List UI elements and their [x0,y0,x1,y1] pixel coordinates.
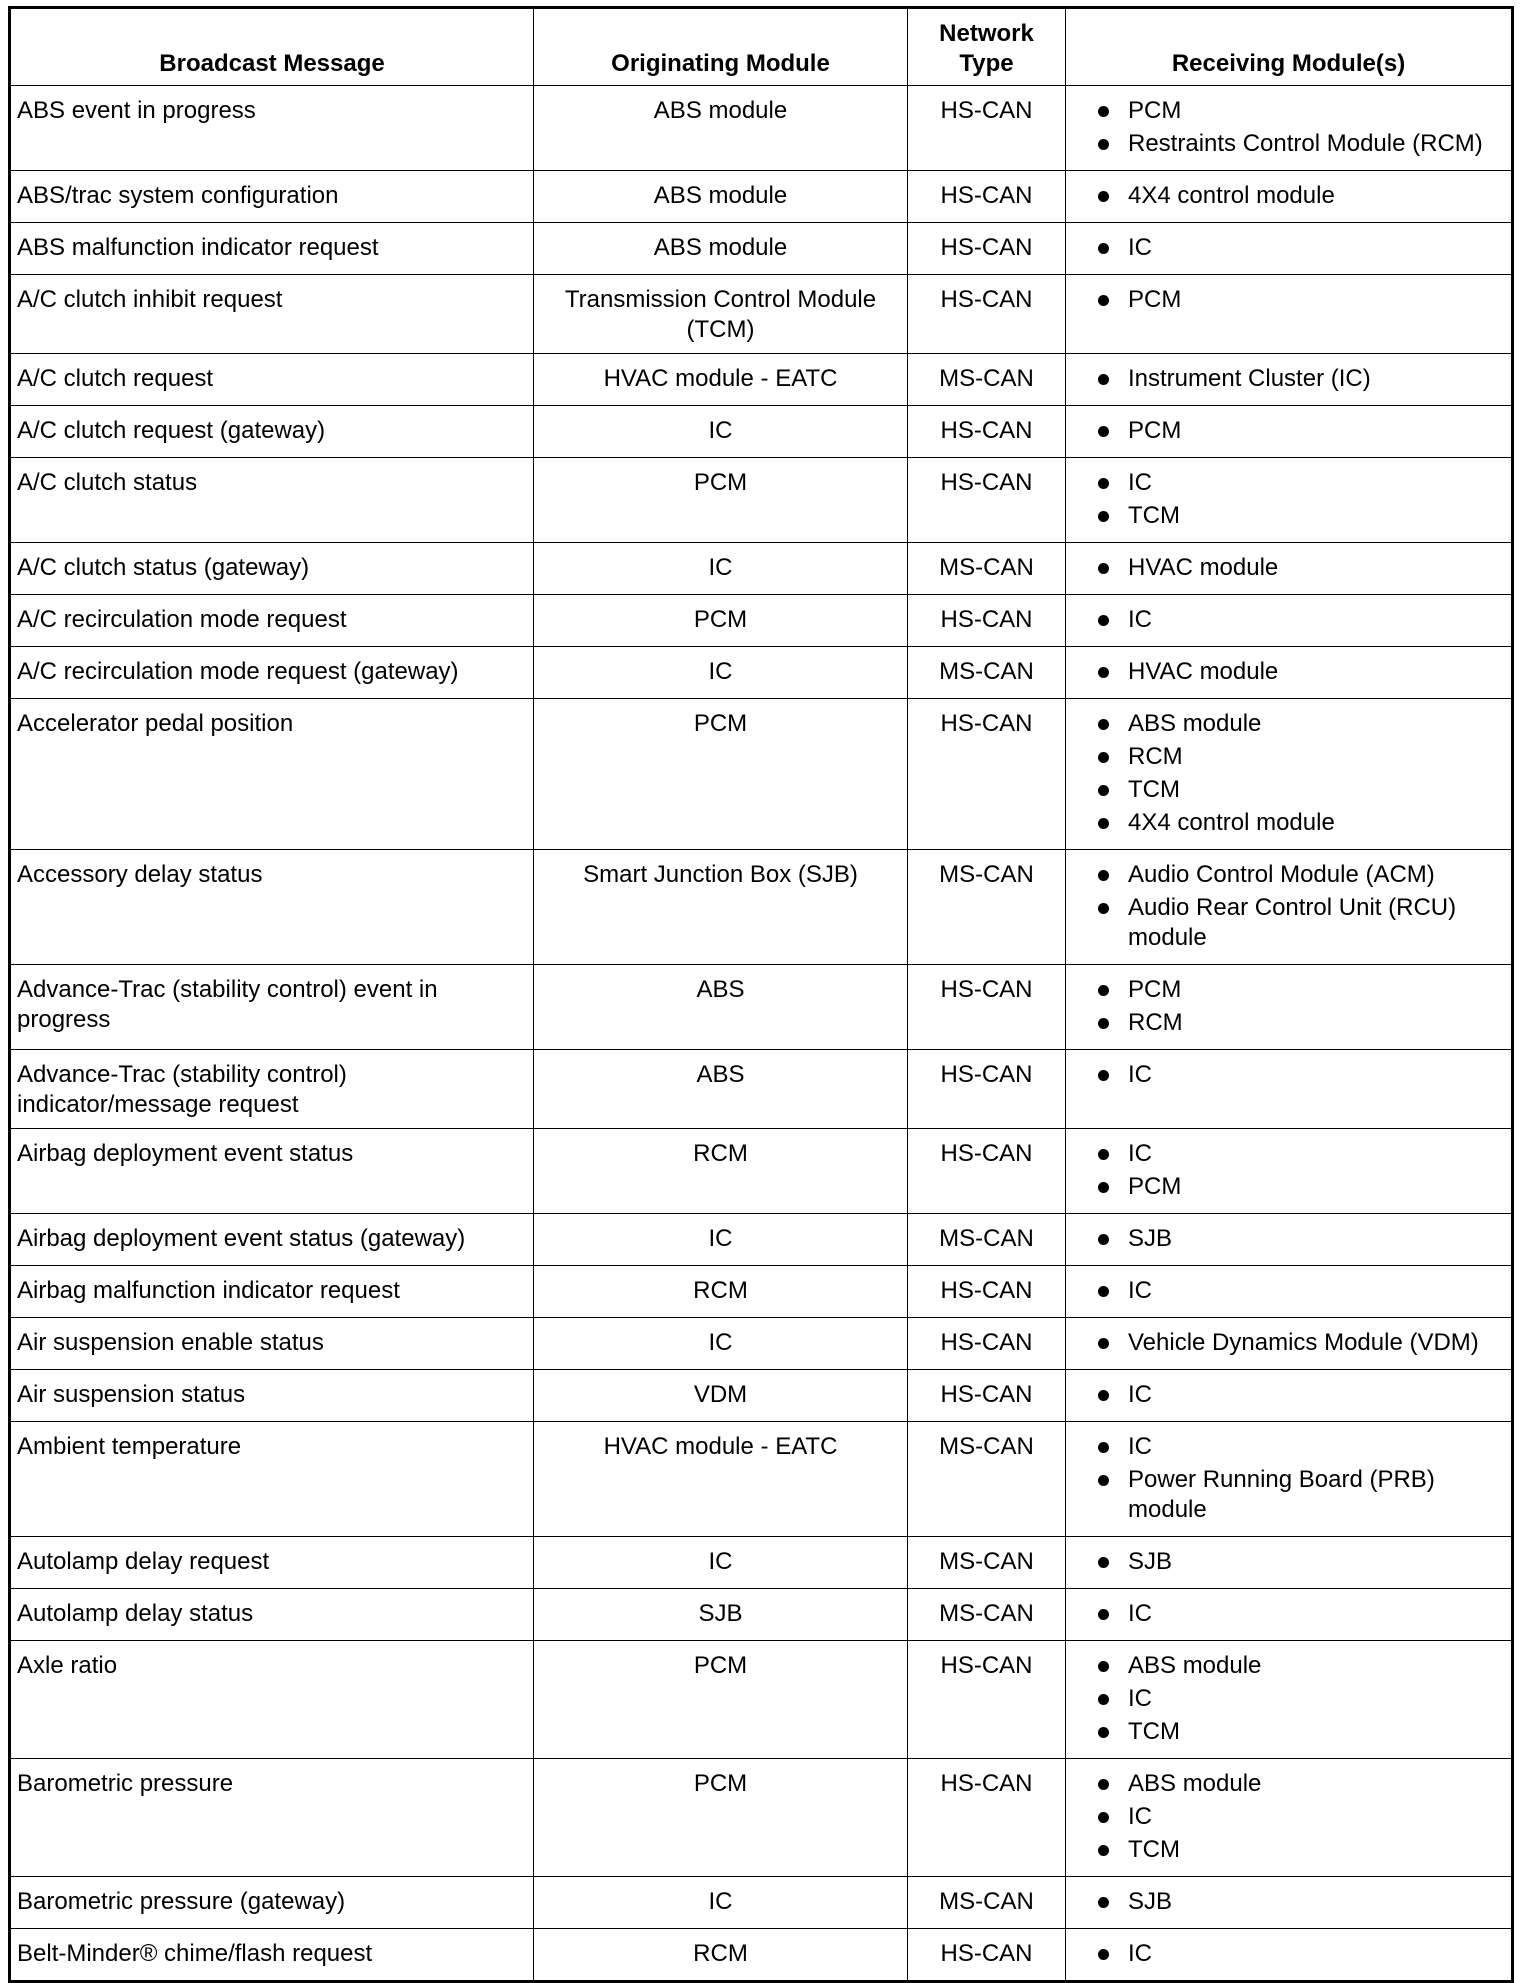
header-broadcast-message: Broadcast Message [10,8,534,86]
header-receiving-modules: Receiving Module(s) [1066,8,1513,86]
receiving-module-item: Power Running Board (PRB) module [1098,1465,1503,1525]
originating-module-cell: IC [534,647,908,699]
receiving-modules-list [1074,657,1503,687]
receiving-module-item: IC [1098,1380,1503,1410]
originating-module-cell: RCM [534,1129,908,1214]
receiving-module-item: ABS module [1098,1651,1503,1681]
broadcast-message-cell: Barometric pressure [10,1759,534,1877]
broadcast-message-cell: A/C clutch request [10,354,534,406]
originating-module-cell: PCM [534,1759,908,1877]
receiving-module-item: IC [1098,605,1503,635]
originating-module-cell: PCM [534,595,908,647]
network-type-cell: MS-CAN [908,1589,1066,1641]
table-row [10,699,1513,850]
receiving-modules-list [1074,416,1503,446]
receiving-modules-cell [1066,1589,1513,1641]
table-row [10,1589,1513,1641]
broadcast-message-cell: ABS malfunction indicator request [10,223,534,275]
receiving-modules-list [1074,1887,1503,1917]
receiving-module-item: ABS module [1098,1769,1503,1799]
network-type-cell: MS-CAN [908,1877,1066,1929]
receiving-modules-cell [1066,1129,1513,1214]
broadcast-message-cell: Axle ratio [10,1641,534,1759]
broadcast-message-cell: Barometric pressure (gateway) [10,1877,534,1929]
receiving-module-item: RCM [1098,742,1503,772]
receiving-modules-list [1074,605,1503,635]
receiving-module-item: PCM [1098,975,1503,1005]
receiving-modules-cell [1066,699,1513,850]
table-row [10,354,1513,406]
receiving-modules-list [1074,364,1503,394]
network-type-cell: HS-CAN [908,1129,1066,1214]
receiving-modules-cell [1066,595,1513,647]
receiving-module-item: RCM [1098,1008,1503,1038]
originating-module-cell: RCM [534,1266,908,1318]
receiving-module-item: PCM [1098,1172,1503,1202]
table-row [10,850,1513,965]
receiving-module-item: Audio Rear Control Unit (RCU) module [1098,893,1503,953]
receiving-modules-list [1074,709,1503,838]
receiving-modules-list [1074,1547,1503,1577]
receiving-modules-cell [1066,647,1513,699]
receiving-module-item: IC [1098,1276,1503,1306]
network-type-cell: HS-CAN [908,1641,1066,1759]
network-type-cell: MS-CAN [908,647,1066,699]
broadcast-message-cell: A/C recirculation mode request (gateway) [10,647,534,699]
originating-module-cell: IC [534,1537,908,1589]
receiving-module-item: Restraints Control Module (RCM) [1098,129,1503,159]
receiving-module-item: TCM [1098,1835,1503,1865]
receiving-modules-cell [1066,965,1513,1050]
receiving-module-item: HVAC module [1098,657,1503,687]
broadcast-message-cell: Autolamp delay status [10,1589,534,1641]
originating-module-cell: ABS module [534,86,908,171]
table-row [10,1537,1513,1589]
receiving-module-item: IC [1098,1599,1503,1629]
table-row [10,1266,1513,1318]
receiving-modules-list [1074,468,1503,531]
receiving-module-item: IC [1098,1684,1503,1714]
receiving-modules-cell [1066,1929,1513,1982]
table-row [10,1050,1513,1129]
network-type-cell: HS-CAN [908,965,1066,1050]
receiving-modules-list [1074,96,1503,159]
network-type-cell: HS-CAN [908,1318,1066,1370]
receiving-module-item: SJB [1098,1887,1503,1917]
network-type-cell: HS-CAN [908,406,1066,458]
receiving-modules-list [1074,285,1503,315]
network-type-cell: HS-CAN [908,699,1066,850]
network-type-cell: MS-CAN [908,543,1066,595]
network-type-cell: HS-CAN [908,595,1066,647]
broadcast-message-cell: A/C clutch request (gateway) [10,406,534,458]
network-type-cell: HS-CAN [908,1759,1066,1877]
receiving-module-item: 4X4 control module [1098,808,1503,838]
receiving-modules-list [1074,181,1503,211]
receiving-modules-cell [1066,171,1513,223]
originating-module-cell: IC [534,1877,908,1929]
originating-module-cell: PCM [534,458,908,543]
receiving-module-item: Audio Control Module (ACM) [1098,860,1503,890]
broadcast-message-cell: ABS event in progress [10,86,534,171]
receiving-module-item: IC [1098,1432,1503,1462]
receiving-modules-cell [1066,275,1513,354]
header-network-type-line1: Network [939,20,1034,47]
receiving-modules-cell [1066,1537,1513,1589]
receiving-modules-cell [1066,1422,1513,1537]
header-network-type-line2: Type [959,50,1014,77]
header-network-type [908,8,1066,86]
receiving-modules-list [1074,1224,1503,1254]
broadcast-message-cell: ABS/trac system configuration [10,171,534,223]
receiving-modules-cell [1066,1641,1513,1759]
table-row [10,1929,1513,1982]
network-type-cell: HS-CAN [908,1266,1066,1318]
table-row [10,1129,1513,1214]
receiving-modules-cell [1066,1877,1513,1929]
network-type-cell: HS-CAN [908,223,1066,275]
network-type-cell: HS-CAN [908,1370,1066,1422]
originating-module-cell: ABS module [534,171,908,223]
table-row [10,1422,1513,1537]
network-type-cell: HS-CAN [908,1929,1066,1982]
broadcast-message-cell: Ambient temperature [10,1422,534,1537]
receiving-modules-cell [1066,850,1513,965]
originating-module-cell: Smart Junction Box (SJB) [534,850,908,965]
receiving-modules-list [1074,1276,1503,1306]
receiving-modules-list [1074,1769,1503,1865]
receiving-modules-cell [1066,1370,1513,1422]
receiving-modules-cell [1066,223,1513,275]
table-row [10,406,1513,458]
receiving-modules-list [1074,1139,1503,1202]
network-type-cell: MS-CAN [908,1214,1066,1266]
table-row [10,223,1513,275]
broadcast-message-cell: Belt-Minder® chime/flash request [10,1929,534,1982]
receiving-module-item: ABS module [1098,709,1503,739]
originating-module-cell: ABS [534,965,908,1050]
broadcast-message-cell: Airbag deployment event status (gateway) [10,1214,534,1266]
receiving-modules-list [1074,975,1503,1038]
receiving-module-item: IC [1098,1939,1503,1969]
network-type-cell: HS-CAN [908,86,1066,171]
originating-module-cell: ABS [534,1050,908,1129]
receiving-module-item: PCM [1098,416,1503,446]
table-row [10,1318,1513,1370]
network-type-cell: HS-CAN [908,458,1066,543]
receiving-module-item: TCM [1098,501,1503,531]
broadcast-message-cell: Accessory delay status [10,850,534,965]
receiving-modules-cell [1066,1266,1513,1318]
network-type-cell: HS-CAN [908,1050,1066,1129]
network-type-cell: MS-CAN [908,1537,1066,1589]
originating-module-cell: IC [534,1214,908,1266]
receiving-module-item: SJB [1098,1224,1503,1254]
broadcast-message-cell: A/C clutch status (gateway) [10,543,534,595]
receiving-modules-cell [1066,354,1513,406]
receiving-modules-list [1074,233,1503,263]
receiving-module-item: SJB [1098,1547,1503,1577]
table-row [10,1877,1513,1929]
table-row [10,595,1513,647]
receiving-modules-list [1074,1939,1503,1969]
broadcast-message-cell: Advance-Trac (stability control) indicator/message request [10,1050,534,1129]
table-row [10,171,1513,223]
broadcast-message-cell: Advance-Trac (stability control) event in progress [10,965,534,1050]
originating-module-cell: ABS module [534,223,908,275]
receiving-module-item: IC [1098,233,1503,263]
table-row [10,543,1513,595]
table-row [10,275,1513,354]
originating-module-cell: VDM [534,1370,908,1422]
receiving-module-item: Instrument Cluster (IC) [1098,364,1503,394]
table-row [10,1641,1513,1759]
receiving-module-item: TCM [1098,1717,1503,1747]
originating-module-cell: SJB [534,1589,908,1641]
table-body [10,86,1513,1982]
receiving-module-item: HVAC module [1098,553,1503,583]
originating-module-cell: RCM [534,1929,908,1982]
receiving-module-item: IC [1098,1139,1503,1169]
table-row [10,1370,1513,1422]
header-originating-module: Originating Module [534,8,908,86]
receiving-module-item: 4X4 control module [1098,181,1503,211]
broadcast-message-cell: A/C recirculation mode request [10,595,534,647]
broadcast-message-cell: A/C clutch status [10,458,534,543]
receiving-modules-list [1074,553,1503,583]
receiving-module-item: IC [1098,1060,1503,1090]
receiving-module-item: IC [1098,1802,1503,1832]
originating-module-cell: IC [534,543,908,595]
receiving-modules-list [1074,1651,1503,1747]
table-row [10,1759,1513,1877]
receiving-modules-cell [1066,406,1513,458]
receiving-modules-list [1074,1328,1503,1358]
receiving-modules-cell [1066,1318,1513,1370]
receiving-modules-cell [1066,1214,1513,1266]
network-type-cell: HS-CAN [908,275,1066,354]
receiving-modules-cell [1066,543,1513,595]
network-type-cell: HS-CAN [908,171,1066,223]
table-row [10,1214,1513,1266]
receiving-module-item: Vehicle Dynamics Module (VDM) [1098,1328,1503,1358]
broadcast-message-cell: Autolamp delay request [10,1537,534,1589]
broadcast-message-cell: Air suspension status [10,1370,534,1422]
network-type-cell: MS-CAN [908,354,1066,406]
table-row [10,647,1513,699]
receiving-module-item: PCM [1098,96,1503,126]
originating-module-cell: PCM [534,699,908,850]
receiving-module-item: PCM [1098,285,1503,315]
broadcast-message-cell: Airbag deployment event status [10,1129,534,1214]
broadcast-message-cell: Airbag malfunction indicator request [10,1266,534,1318]
receiving-modules-cell [1066,458,1513,543]
network-type-cell: MS-CAN [908,1422,1066,1537]
table-row [10,86,1513,171]
table-header-row [10,8,1513,86]
broadcast-message-table [8,6,1514,1983]
broadcast-message-cell: Accelerator pedal position [10,699,534,850]
receiving-modules-list [1074,860,1503,953]
receiving-modules-list [1074,1060,1503,1090]
receiving-modules-cell [1066,1050,1513,1129]
originating-module-cell: IC [534,1318,908,1370]
receiving-modules-list [1074,1432,1503,1525]
receiving-modules-cell [1066,1759,1513,1877]
originating-module-cell: IC [534,406,908,458]
broadcast-message-cell: Air suspension enable status [10,1318,534,1370]
originating-module-cell: HVAC module - EATC [534,1422,908,1537]
receiving-module-item: IC [1098,468,1503,498]
originating-module-cell: Transmission Control Module (TCM) [534,275,908,354]
originating-module-cell: PCM [534,1641,908,1759]
broadcast-message-cell: A/C clutch inhibit request [10,275,534,354]
broadcast-message-table-page [8,6,1511,1983]
table-row [10,965,1513,1050]
originating-module-cell: HVAC module - EATC [534,354,908,406]
receiving-module-item: TCM [1098,775,1503,805]
receiving-modules-list [1074,1599,1503,1629]
network-type-cell: MS-CAN [908,850,1066,965]
table-row [10,458,1513,543]
receiving-modules-cell [1066,86,1513,171]
receiving-modules-list [1074,1380,1503,1410]
